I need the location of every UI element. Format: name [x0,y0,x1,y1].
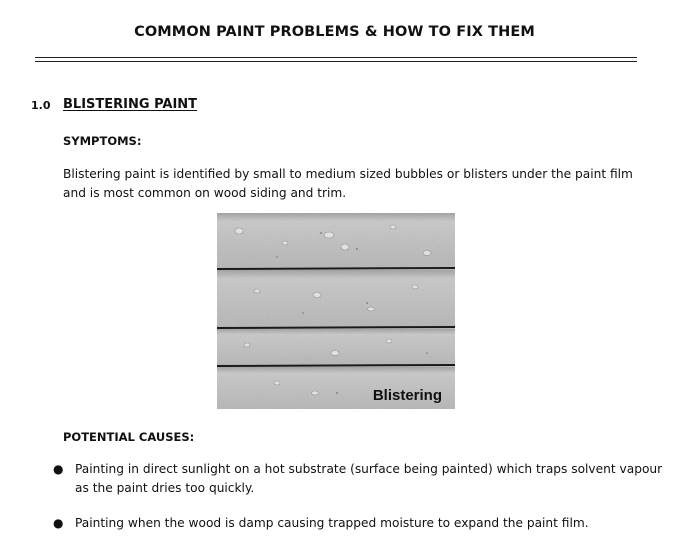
page-title: COMMON PAINT PROBLEMS & HOW TO FIX THEM [134,24,535,40]
causes-heading: POTENTIAL CAUSES: [63,430,195,444]
bullet-icon: ● [53,516,64,530]
section-number: 1.0 [31,99,51,112]
symptoms-heading: SYMPTOMS: [63,134,142,148]
siding-photo-icon [217,213,455,409]
title-rule-bottom [35,61,637,62]
symptoms-text: Blistering paint is identified by small to medium sized bubbles or blisters under the paint film and is most common on wood siding and trim. [63,167,633,200]
title-rule-top [35,57,637,58]
blistering-photo [217,213,455,409]
cause-text: Painting in direct sunlight on a hot substrate (surface being painted) which traps solvent vapour as the paint dries too quickly. [75,462,663,495]
photo-caption: Blistering [372,387,442,404]
section-title: BLISTERING PAINT [63,97,198,112]
cause-text: Painting when the wood is damp causing trapped moisture to expand the paint film. [75,516,589,530]
bullet-icon: ● [53,462,64,476]
